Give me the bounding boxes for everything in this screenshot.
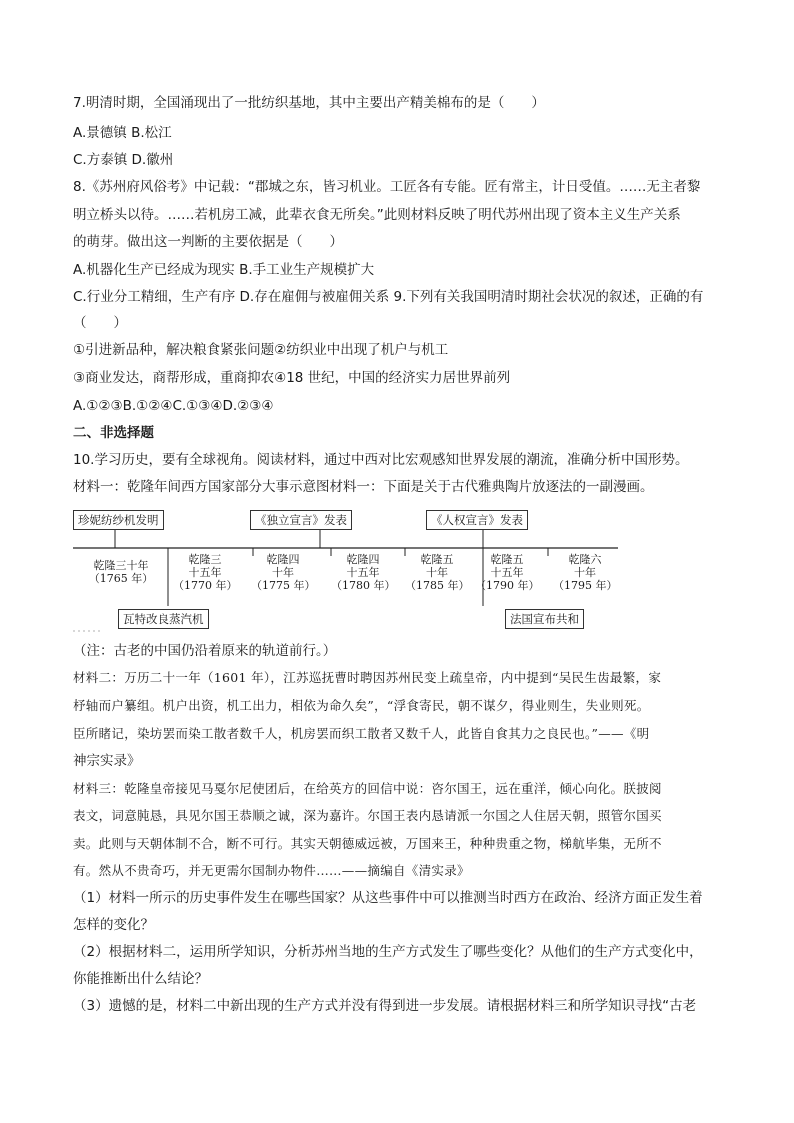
q9-paren: （ ） [73, 315, 127, 331]
material-3-line-4: 有。然从不贵奇巧，并无更需尔国制办物件……——摘编自《清实录》 [73, 863, 470, 878]
material-2-line-3: 臣所睹记，染坊罢而染工散者数千人，机房罢而织工散者又数千人，此皆自食其力之良民也。”——《明 [73, 726, 650, 741]
tick-label-1765: 乾隆三十年 （1765 年） [88, 559, 154, 585]
q7-stem: 7.明清时期，全国涌现出了一批纺织基地，其中主要出产精美棉布的是（ ） [73, 95, 545, 111]
q8-line-1: 8.《苏州府风俗考》中记载：“郡城之东，皆习机业。工匠各有专能。匠有常主，计日受值。……无主者黎 [73, 179, 701, 195]
q8-options-cd-q9-stem: C.行业分工精细，生产有序 D.存在雇佣与被雇佣关系 9.下列有关我国明清时期社会状况的叙述，正确的有 [73, 289, 704, 305]
q8-options-ab: A.机器化生产已经成为现实 B.手工业生产规模扩大 [73, 262, 375, 278]
q8-line-2: 明立桥头以待。……若机房工减，此辈衣食无所矣。”此则材料反映了明代苏州出现了资本主义生产关系 [73, 207, 681, 223]
material-2-line-4: 神宗实录》 [73, 753, 141, 769]
material-2-line-1: 材料二：万历二十一年（1601 年），江苏巡抚曹时聘因苏州民变上疏皇帝，内中提到“吴民生齿最繁，家 [73, 670, 662, 685]
sub-question-1-line-1: （1）材料一所示的历史事件发生在哪些国家？从这些事件中可以推测当时西方在政治、经济方面正发生着 [73, 890, 703, 906]
tick-label-1795: 乾隆六 十年 （1795 年） [553, 553, 618, 592]
material-3-line-3: 卖。此则与天朝体制不合，断不可行。其实天朝德威远被，万国来王，种种贵重之物，梯航毕集，无所不 [73, 836, 662, 851]
event-jenny: 珍妮纺纱机发明 [73, 510, 164, 530]
tick-label-1775: 乾隆四 十年 （1775 年） [251, 553, 316, 592]
tick-label-1790: 乾隆五 十五年 （1790 年） [475, 553, 540, 592]
event-independence: 《独立宣言》发表 [250, 510, 352, 530]
sub-question-3-line-1: （3）遗憾的是，材料二中新出现的生产方式并没有得到进一步发展。请根据材料三和所学知识寻找“古老 [73, 998, 697, 1014]
q9-items-1: ①引进新品种，解决粮食紧张问题②纺织业中出现了机户与机工 [73, 342, 449, 358]
section-title: 二、非选择题 [73, 425, 154, 441]
timeline-figure [73, 506, 633, 636]
q10-intro: 10.学习历史，要有全球视角。阅读材料，通过中西对比宏观感知世界发展的潮流，准确分析中国形势。 [73, 452, 689, 468]
event-watt: 瓦特改良蒸汽机 [118, 609, 209, 629]
tick-label-1770: 乾隆三 十五年 （1770 年） [173, 553, 238, 592]
material-3-line-1: 材料三：乾隆皇帝接见马戛尔尼使团后，在给英方的回信中说：咨尔国王，远在重洋，倾心向化。朕披阅 [73, 781, 662, 796]
q7-options-cd: C.方泰镇 D.徽州 [73, 152, 174, 168]
material-3-line-2: 表文，词意肫恳，具见尔国王恭顺之诚，深为嘉许。尔国王表内恳请派一尔国之人住居天朝，照管尔国买 [73, 808, 662, 823]
sub-question-1-line-2: 怎样的变化？ [73, 917, 154, 933]
tick-label-1785: 乾隆五 十年 （1785 年） [405, 553, 470, 592]
q8-line-3: 的萌芽。做出这一判断的主要依据是（ ） [73, 234, 343, 250]
timeline-note: （注：古老的中国仍沿着原来的轨道前行。） [73, 643, 337, 659]
event-republic: 法国宣布共和 [505, 609, 584, 629]
tick-label-1780: 乾隆四 十五年 （1780 年） [331, 553, 396, 592]
sub-question-2-line-1: （2）根据材料二，运用所学知识，分析苏州当地的生产方式发生了哪些变化？从他们的生产方式变化中， [73, 944, 703, 960]
q9-options: A.①②③B.①②④C.①③④D.②③④ [73, 398, 274, 414]
sub-question-2-line-2: 你能推断出什么结论？ [73, 971, 208, 987]
q7-options-ab: A.景德镇 B.松江 [73, 125, 172, 141]
event-rights: 《人权宣言》发表 [426, 510, 528, 530]
q9-items-2: ③商业发达，商帮形成，重商抑农④18 世纪，中国的经济实力居世界前列 [73, 370, 511, 386]
material-2-line-2: 杼轴而户纂组。机户出资，机工出力，相依为命久矣”，“浮食寄民，朝不谋夕，得业则生，失业则死。 [73, 698, 650, 713]
material-1-title: 材料一：乾隆年间西方国家部分大事示意图材料一：下面是关于古代雅典陶片放逐法的一副漫画。 [73, 479, 654, 495]
